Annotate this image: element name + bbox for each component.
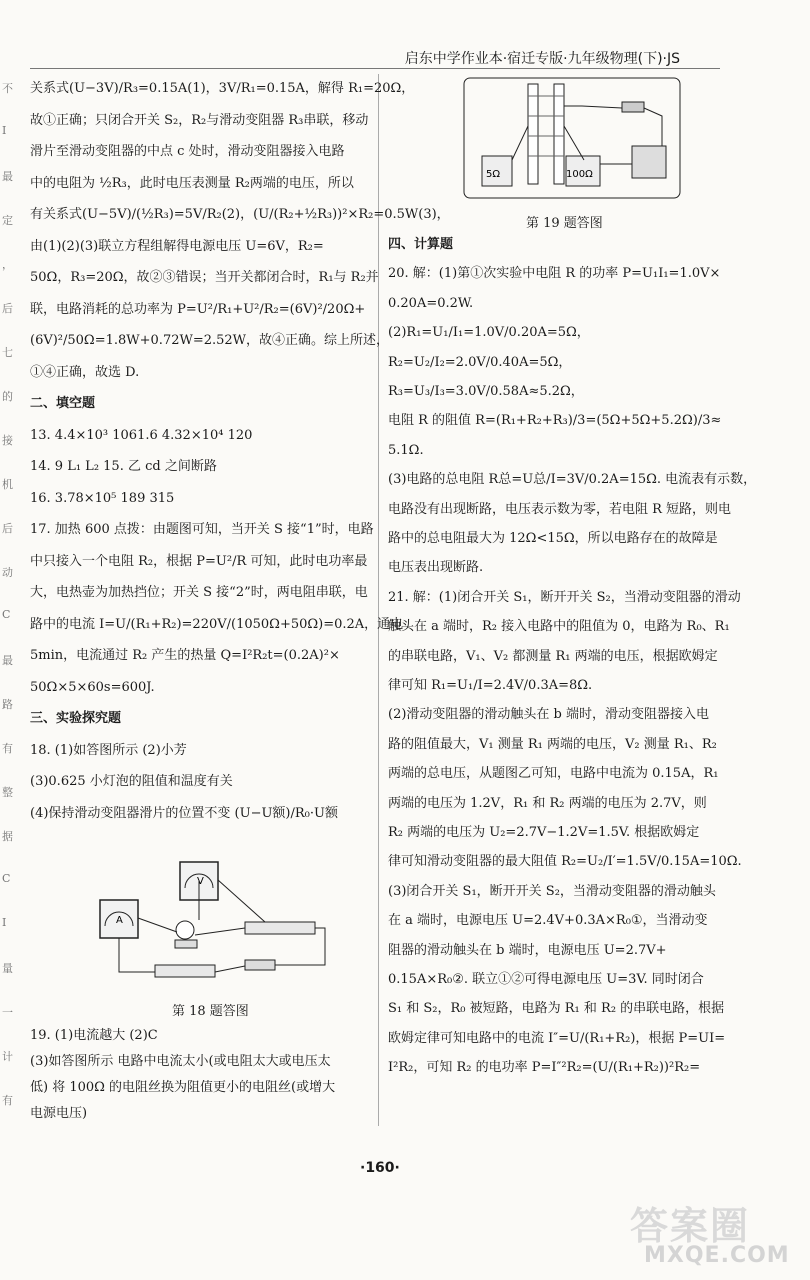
margin-char: I (2, 124, 7, 137)
right-column-line: 电路没有出现断路，电压表示数为零，若电阻 R 短路，则电 (388, 501, 732, 517)
margin-char: 量 (2, 962, 13, 975)
watermark (630, 1195, 800, 1275)
column-divider (378, 74, 379, 1126)
left-bottom-line: 19. (1)电流越大 (2)C (30, 1028, 158, 1043)
right-column-line: 阻器的滑动触头在 b 端时，电源电压 U=2.7V+ (388, 942, 667, 958)
left-column-line: 5min，电流通过 R₂ 产生的热量 Q=I²R₂t=(0.2A)²× (30, 648, 340, 663)
right-column-line: 触头在 a 端时，R₂ 接入电路中的阻值为 0，电路为 R₀、R₁ (388, 619, 730, 635)
margin-char: 后 (2, 302, 13, 315)
fig19-right-label: 100Ω (566, 169, 593, 180)
left-bottom-line: 电源电压) (30, 1106, 88, 1121)
right-column-line: 20. 解：(1)第①次实验中电阻 R 的功率 P=U₁I₁=1.0V× (388, 266, 721, 282)
left-column-line: 故①正确；只闭合开关 S₂，R₂与滑动变阻器 R₃串联，移动 (30, 112, 369, 128)
left-column-line: (6V)²/50Ω=1.8W+0.72W=2.52W，故④正确。综上所述， (30, 333, 390, 348)
left-column-line: 17. 加热 600 点拨：由题图可知，当开关 S 接“1”时，电路 (30, 522, 374, 537)
right-column-line: (3)闭合开关 S₁，断开开关 S₂，当滑动变阻器的滑动触头 (388, 883, 716, 899)
margin-char: I (2, 916, 7, 929)
left-column-line: 50Ω×5×60s=600J. (30, 679, 155, 695)
ammeter-label: A (116, 915, 123, 926)
right-column-line: 两端的电压为 1.2V，R₁ 和 R₂ 两端的电压为 2.7V，则 (388, 795, 707, 811)
right-column-line: 律可知滑动变阻器的最大阻值 R₂=U₂/I′=1.5V/0.15A=10Ω. (388, 854, 742, 870)
margin-char: 七 (2, 346, 13, 359)
margin-char: 最 (2, 654, 13, 667)
left-bottom-block (30, 1027, 370, 1137)
page-number: ·160· (360, 1160, 400, 1176)
margin-char: 机 (2, 478, 13, 491)
left-column-line: 16. 3.78×10⁵ 189 315 (30, 490, 175, 506)
figure-19-apparatus (462, 76, 682, 201)
switch-box (622, 102, 644, 112)
left-column-line: 中的电阻为 ½R₃，此时电压表测量 R₂两端的电压，所以 (30, 175, 354, 191)
right-column-line: I²R₂，可知 R₂ 的电功率 P=I″²R₂=(U/(R₁+R₂))²R₂= (388, 1060, 701, 1076)
margin-char: 不 (2, 82, 13, 95)
right-column-line: R₃=U₃/I₃=3.0V/0.58A≈5.2Ω， (388, 384, 584, 399)
margin-char: C (2, 608, 11, 621)
left-column-line: 滑片至滑动变阻器的中点 c 处时，滑动变阻器接入电路 (30, 144, 345, 159)
left-column-line: (3)0.625 小灯泡的阻值和温度有关 (30, 774, 233, 789)
switch (245, 960, 275, 970)
left-column-line: 关系式(U−3V)/R₃=0.15A(1)，3V/R₁=0.15A，解得 R₁=20Ω， (30, 81, 415, 96)
binding-margin (0, 60, 14, 1160)
rheostat (245, 922, 315, 934)
left-column-line: 13. 4.4×10³ 1061.6 4.32×10⁴ 120 (30, 427, 253, 443)
margin-char: 计 (2, 1050, 13, 1063)
left-column-line: 联，电路消耗的总功率为 P=U²/R₁+U²/R₂=(6V)²/20Ω+ (30, 301, 366, 317)
margin-char: 接 (2, 434, 13, 447)
right-column-line: 路中的总电阻最大为 12Ω<15Ω，所以电路存在的故障是 (388, 531, 718, 546)
figure-18-caption: 第 18 题答图 (172, 1004, 249, 1019)
right-column-line: 两端的总电压，从题图乙可知，电路中电流为 0.15A，R₁ (388, 766, 719, 782)
left-column-line: 大，电热壶为加热挡位；开关 S 接“2”时，两电阻串联，电 (30, 585, 368, 600)
watermark-logo-text: 答案圈 (630, 1204, 751, 1248)
right-column-line: R₂=U₂/I₂=2.0V/0.40A=5Ω， (388, 354, 572, 370)
running-header (30, 44, 720, 69)
right-column-line: 路的阻值最大，V₁ 测量 R₁ 两端的电压，V₂ 测量 R₁、R₂ (388, 736, 717, 752)
right-column-line: 的串联电路，V₁、V₂ 都测量 R₁ 两端的电压，根据欧姆定 (388, 648, 718, 664)
margin-char: 的 (2, 390, 13, 403)
right-column-line: 律可知 R₁=U₁/I=2.4V/0.3A=8Ω. (388, 678, 593, 693)
right-column-line: 0.15A×R₀②. 联立①②可得电源电压 U=3V. 同时闭合 (388, 972, 704, 987)
right-column (388, 236, 770, 1126)
battery (155, 965, 215, 977)
voltmeter-label: V (197, 876, 204, 887)
left-column-line: 二、填空题 (30, 396, 96, 411)
right-column-line: 在 a 端时，电源电压 U=2.4V+0.3A×R₀①，当滑动变 (388, 913, 708, 929)
right-column-line: 电压表出现断路. (388, 560, 484, 576)
right-column-line: (2)滑动变阻器的滑动触头在 b 端时，滑动变阻器接入电 (388, 707, 710, 723)
left-column-line: (4)保持滑动变阻器滑片的位置不变 (U−U额)/R₀·U额 (30, 805, 338, 821)
margin-char: 有 (2, 1094, 13, 1107)
margin-char: 定 (2, 214, 13, 227)
left-column-line: 有关系式(U−5V)/(½R₃)=5V/R₂(2)，(U/(R₂+½R₃))²×R₂=0.5W(3)， (30, 207, 450, 222)
right-column-line: (2)R₁=U₁/I₁=1.0V/0.20A=5Ω， (388, 325, 590, 341)
right-column-line: (3)电路的总电阻 R总=U总/I=3V/0.2A=15Ω. 电流表有示数， (388, 472, 757, 488)
margin-char: C (2, 872, 11, 885)
left-column-line: 50Ω，R₃=20Ω，故②③错误；当开关都闭合时，R₁与 R₂并 (30, 270, 379, 285)
left-column-line: 路中的电流 I=U/(R₁+R₂)=220V/(1050Ω+50Ω)=0.2A，通电 (30, 616, 404, 632)
header-title: 启东中学作业本·宿迁专版·九年级物理(下)·JS (404, 51, 680, 67)
left-column-line: 三、实验探究题 (30, 711, 122, 726)
right-column-line: S₁ 和 S₂，R₀ 被短路，电路为 R₁ 和 R₂ 的串联电路，根据 (388, 1001, 725, 1017)
margin-char: 有 (2, 742, 13, 755)
margin-char: 据 (2, 830, 13, 843)
margin-char: 路 (2, 698, 13, 711)
left-column-line: ①④正确，故选 D. (30, 364, 140, 380)
bulb (176, 921, 194, 939)
fig19-left-label: 5Ω (486, 169, 501, 180)
margin-char: 最 (2, 170, 13, 183)
u-tube-left (528, 84, 538, 184)
left-column-line: 中只接入一个电阻 R₂，根据 P=U²/R 可知，此时电功率最 (30, 553, 368, 569)
margin-char: ， (2, 258, 13, 271)
margin-char: 一 (2, 1006, 13, 1019)
margin-char: 整 (2, 786, 13, 799)
margin-char: 后 (2, 522, 13, 535)
right-column-line: 电阻 R 的阻值 R=(R₁+R₂+R₃)/3=(5Ω+5Ω+5.2Ω)/3≈ (388, 413, 722, 429)
right-column-line: R₂ 两端的电压为 U₂=2.7V−1.2V=1.5V. 根据欧姆定 (388, 825, 700, 840)
margin-char: 动 (2, 566, 13, 579)
left-bottom-line: (3)如答图所示 电路中电流太小(或电阻太大或电压太 (30, 1054, 331, 1069)
right-column-line: 0.20A=0.2W. (388, 295, 474, 311)
left-bottom-line: 低) 将 100Ω 的电阻丝换为阻值更小的电阻丝(或增大 (30, 1080, 336, 1095)
watermark-url: MXQE.COM (644, 1243, 790, 1268)
left-column-line: 由(1)(2)(3)联立方程组解得电源电压 U=6V，R₂= (30, 238, 324, 254)
right-column-line: 5.1Ω. (388, 442, 424, 458)
figure-19-caption: 第 19 题答图 (526, 216, 603, 231)
left-column-line: 18. (1)如答图所示 (2)小芳 (30, 742, 187, 758)
right-column-line: 欧姆定律可知电路中的电流 I″=U/(R₁+R₂)，根据 P=UI= (388, 1030, 726, 1046)
right-column-line: 21. 解：(1)闭合开关 S₁，断开开关 S₂，当滑动变阻器的滑动 (388, 589, 741, 605)
left-column-line: 14. 9 L₁ L₂ 15. 乙 cd 之间断路 (30, 459, 217, 474)
right-column-line: 四、计算题 (388, 237, 454, 252)
battery-box (632, 146, 666, 178)
figure-18-circuit (95, 860, 345, 990)
u-tube-right (554, 84, 564, 184)
